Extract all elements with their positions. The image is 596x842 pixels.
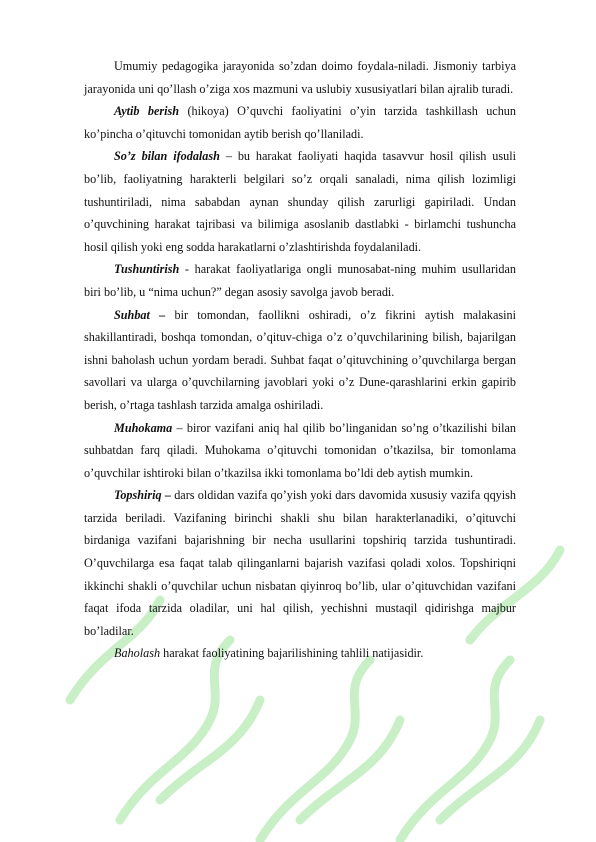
paragraph [84, 642, 516, 665]
paragraph [84, 304, 516, 417]
paragraph [84, 100, 516, 145]
paragraph-term: Tushuntirish [114, 262, 180, 277]
paragraph-term: So’z bilan ifodalash [114, 149, 220, 164]
paragraph [84, 258, 516, 303]
paragraph-text: – bu harakat faoliyati haqida tasavvur hosil qilish usuli bo’lib, faoliyatning harakterli belgilari so’z orqali sanaladi, nima qilish lozimligi tushuntiriladi, nima sababdan aynan shunday qilish zarurligi gapiriladi. Undan o’quvchining harakat tajribasi va bilimiga asoslanib dastlabki - birlamchi tushuncha hosil qilish yoki eng sodda harakatlarni o’zlashtirishda foydalaniladi. [84, 149, 516, 254]
paragraph-text: dars oldidan vazifa qo’yish yoki dars davomida xususiy vazifa qqyish tarzida beriladi. Vazifaning birinchi shakli shu bilan harakterlanadiki, o’qituvchi birdaniga vazifani bajarishning bir necha usullarini topshiriq tarzida tushuntiradi. O’quvchilarga esa faqat talab qilinganlarni bajarish vazifasi qoladi xolos. Topshiriqni ikkinchi shakli o’quvchilar uchun nisbatan qiyinroq bo’lib, ular o’qituvchidan vazifani faqat ifoda tarzida oladilar, uni hal qilish, yechishni mustaqil qidirishga majbur bo’ladilar. [84, 488, 516, 638]
paragraph [84, 484, 516, 642]
paragraph-term: Suhbat – [114, 307, 166, 322]
paragraph-text: – biror vazifani aniq hal qilib bo’linganidan so’ng o’tkazilishi bilan suhbatdan farq qiladi. Muhokama o’qituvchi tomonidan o’tkazilsa, bir tomonlama o’quvchilar ishtiroki bilan o’tkazilsa ikki tomonlama bo’ldi deb aytish mumkin. [84, 420, 516, 480]
paragraph-term: Aytib berish [114, 104, 180, 119]
paragraph-text: (hikoya) O’quvchi faoliyatini o’yin tarzida tashkillash uchun ko’pincha o’qituvchi tomonidan aytib berish qo’llaniladi. [84, 104, 516, 141]
paragraph-text: - harakat faoliyatlariga ongli munosabat-ning muhim usullaridan biri bo’lib, u “nima uchun?” degan asosiy savolga javob beradi. [84, 262, 516, 299]
document-body [84, 55, 516, 665]
paragraph-term: Baholash [114, 646, 161, 661]
paragraph [84, 145, 516, 258]
paragraph-term: Topshiriq – [114, 488, 171, 503]
paragraph-text: Umumiy pedagogika jarayonida so’zdan doimo foydala-niladi. Jismoniy tarbiya jarayonida uni qo’llash o’ziga xos mazmuni va uslubiy xususiyatlari bilan ajralib turadi. [84, 59, 516, 96]
paragraph [84, 417, 516, 485]
paragraph-text: bir tomondan, faollikni oshiradi, o’z fikrini aytish malakasini shakillantiradi, boshqa tomondan, o’qituv-chiga o’z o’quvchilarining bilish, bajarilgan ishni baholash uchun yordam beradi. Suhbat faqat o’qituvchining o’quvchilarga bergan savollari va ularga o’quvchilarning javoblari yoki o’z Dune-qarashlarini erkin gapirib berish, o’rtaga tashlash tarzida amalga oshiriladi. [84, 307, 516, 412]
paragraph-text: harakat faoliyatining bajarilishining tahlili natijasidir. [160, 646, 424, 661]
paragraph [84, 55, 516, 100]
paragraph-term: Muhokama [114, 420, 173, 435]
